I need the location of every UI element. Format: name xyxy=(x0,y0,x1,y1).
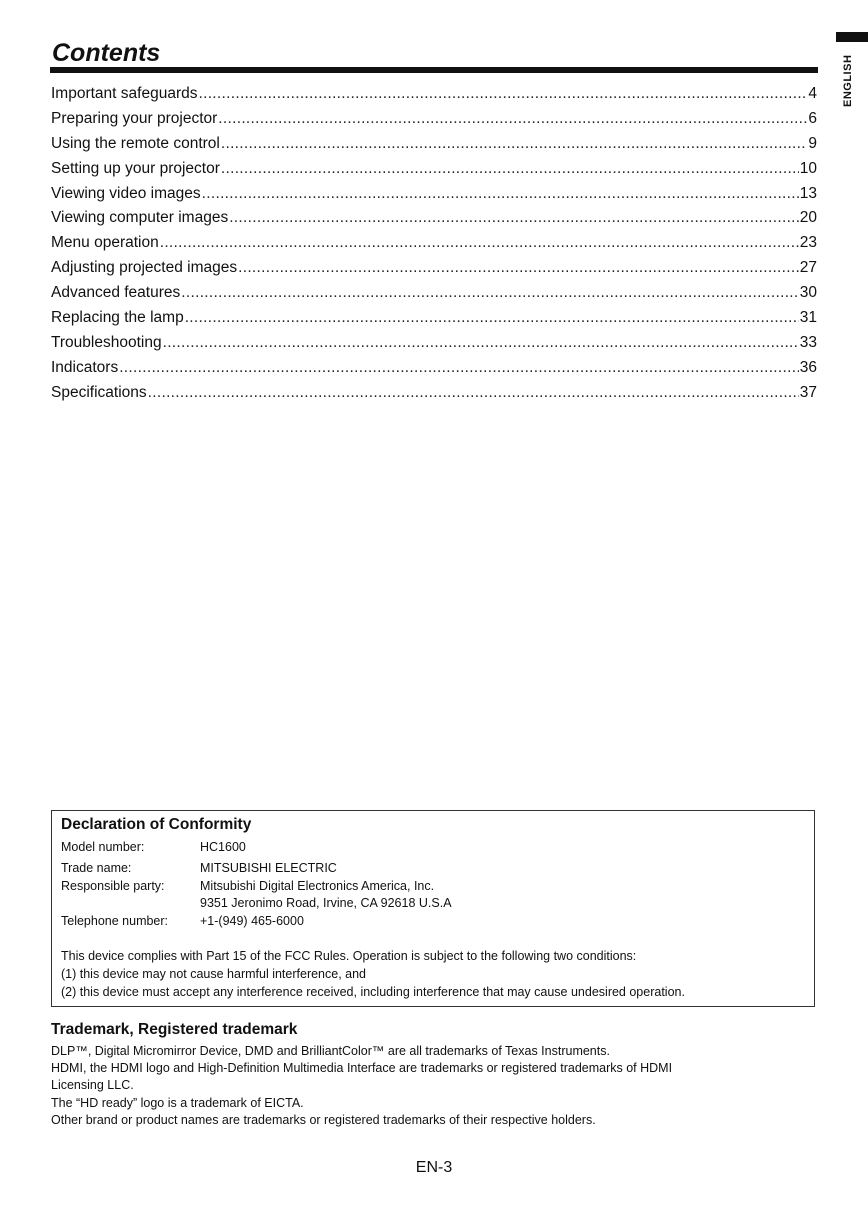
toc-leader xyxy=(185,306,799,331)
toc-item-page: 13 xyxy=(799,184,817,202)
toc-item[interactable] xyxy=(51,356,817,381)
toc-leader xyxy=(163,331,799,356)
toc-item-title: Advanced features xyxy=(51,284,181,302)
declaration-of-conformity-box xyxy=(51,810,815,1007)
toc-item-page: 33 xyxy=(799,333,817,351)
toc-item-page: 30 xyxy=(799,284,817,302)
toc-leader xyxy=(221,132,808,157)
toc-item[interactable] xyxy=(51,82,817,107)
fcc-condition-1: (1) this device may not cause harmful interference, and xyxy=(61,967,367,981)
toc-item[interactable] xyxy=(51,182,817,207)
toc-item-title: Menu operation xyxy=(51,234,159,252)
toc-item-title: Adjusting projected images xyxy=(51,259,238,277)
toc-item[interactable] xyxy=(51,231,817,256)
toc-item[interactable] xyxy=(51,132,817,157)
language-tab-label: ENGLISH xyxy=(842,54,854,107)
toc-item[interactable] xyxy=(51,107,817,132)
model-number-label: Model number: xyxy=(61,840,145,854)
toc-item-title: Indicators xyxy=(51,358,119,376)
toc-leader xyxy=(119,356,799,381)
toc-leader xyxy=(160,231,799,256)
toc-leader xyxy=(221,157,799,182)
toc-item[interactable] xyxy=(51,157,817,182)
toc-item[interactable] xyxy=(51,206,817,231)
table-of-contents xyxy=(51,82,817,406)
toc-item[interactable] xyxy=(51,256,817,281)
trademark-line: HDMI, the HDMI logo and High-Definition Multimedia Interface are trademarks or registered trademarks of HDMI xyxy=(51,1061,673,1075)
toc-leader xyxy=(148,381,799,406)
responsible-party-company: Mitsubishi Digital Electronics America, Inc. xyxy=(200,879,435,893)
toc-item-page: 23 xyxy=(799,234,817,252)
toc-leader xyxy=(181,281,798,306)
trade-name-label: Trade name: xyxy=(61,861,132,875)
toc-item[interactable] xyxy=(51,381,817,406)
toc-item-title: Important safeguards xyxy=(51,85,198,102)
fcc-condition-2: (2) this device must accept any interference received, including interference that may cause undesired operation. xyxy=(61,985,685,999)
telephone-label: Telephone number: xyxy=(61,914,169,928)
toc-item[interactable] xyxy=(51,306,817,331)
toc-item-page: 9 xyxy=(808,134,817,152)
toc-leader xyxy=(229,206,799,231)
fcc-statement: This device complies with Part 15 of the FCC Rules. Operation is subject to the following two conditions: xyxy=(61,949,637,963)
toc-item-title: Specifications xyxy=(51,383,147,401)
trademark-line: The “HD ready” logo is a trademark of EICTA. xyxy=(51,1096,304,1110)
toc-item-page: 31 xyxy=(799,309,817,327)
trademark-line: DLP™, Digital Micromirror Device, DMD and BrilliantColor™ are all trademarks of Texas Instruments. xyxy=(51,1044,610,1058)
trademark-title: Trademark, Registered trademark xyxy=(51,1021,298,1038)
toc-item-title: Replacing the lamp xyxy=(51,309,184,327)
conformity-title: Declaration of Conformity xyxy=(61,816,252,833)
trademark-line: Licensing LLC. xyxy=(51,1078,134,1092)
toc-item-page: 36 xyxy=(799,358,817,376)
toc-item-title: Viewing video images xyxy=(51,184,201,202)
toc-item-page: 10 xyxy=(799,159,817,177)
toc-item[interactable] xyxy=(51,281,817,306)
toc-item-page: 37 xyxy=(799,383,817,401)
toc-item-title: Using the remote control xyxy=(51,134,220,152)
toc-item-page: 20 xyxy=(799,209,817,227)
toc-item[interactable] xyxy=(51,331,817,356)
toc-item-page: 27 xyxy=(799,259,817,277)
toc-item-title: Setting up your projector xyxy=(51,159,220,177)
toc-leader xyxy=(218,107,807,132)
toc-leader xyxy=(202,182,799,207)
trademark-line: Other brand or product names are trademarks or registered trademarks of their respective holders. xyxy=(51,1113,596,1127)
toc-item-page: 4 xyxy=(808,85,817,102)
toc-item-title: Viewing computer images xyxy=(51,209,229,227)
model-number-value: HC1600 xyxy=(200,840,246,854)
responsible-party-address: 9351 Jeronimo Road, Irvine, CA 92618 U.S.A xyxy=(200,896,452,910)
responsible-party-label: Responsible party: xyxy=(61,879,165,893)
trade-name-value: MITSUBISHI ELECTRIC xyxy=(200,861,337,875)
toc-item-title: Troubleshooting xyxy=(51,333,162,351)
toc-leader xyxy=(238,256,799,281)
telephone-value: +1-(949) 465-6000 xyxy=(200,914,304,928)
language-tab-bar xyxy=(836,32,868,42)
contents-rule xyxy=(50,67,818,73)
page-number: EN-3 xyxy=(415,1159,453,1176)
toc-item-title: Preparing your projector xyxy=(51,109,218,127)
toc-leader xyxy=(198,82,807,107)
toc-item-page: 6 xyxy=(808,109,817,127)
contents-title: Contents xyxy=(52,39,161,67)
